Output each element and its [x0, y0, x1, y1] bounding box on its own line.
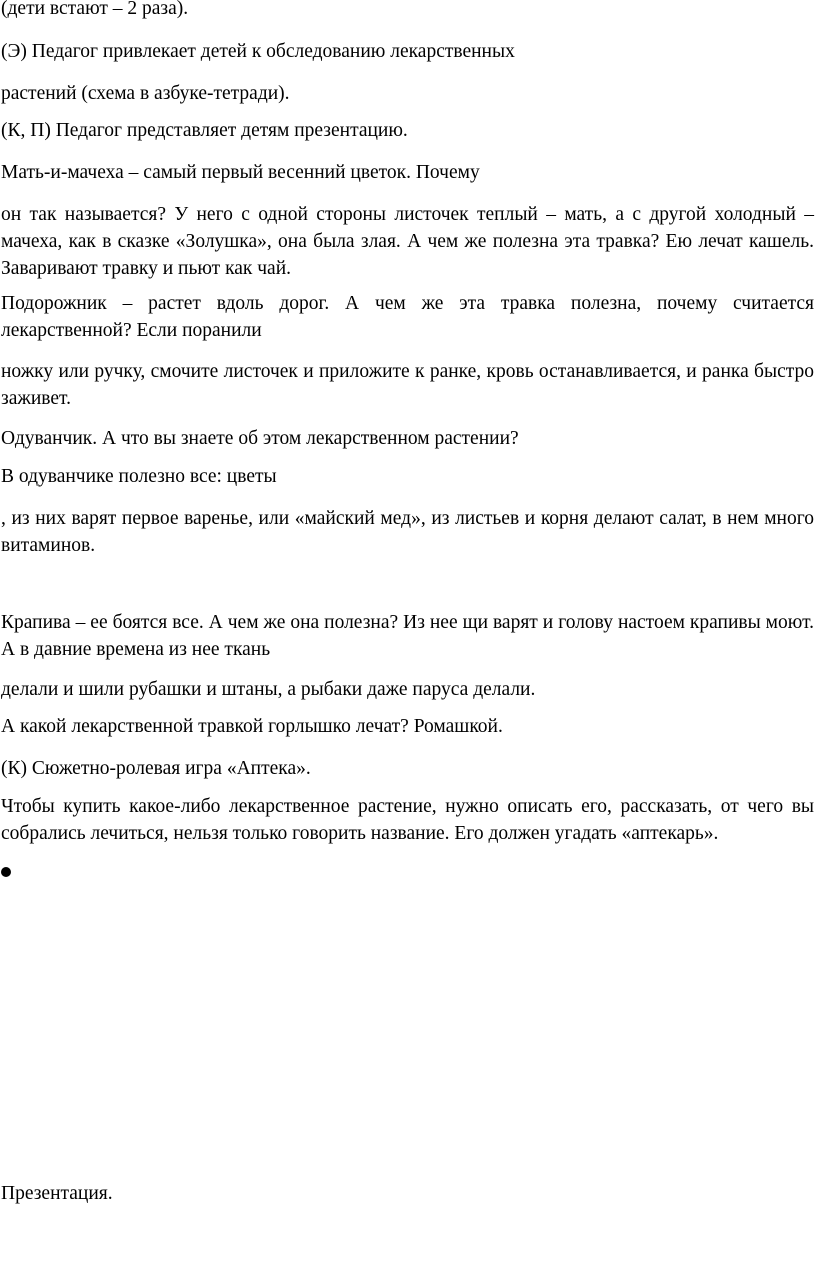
paragraph-dandelion-intro: Одуванчик. А что вы знаете об этом лекарственном растении? — [1, 428, 519, 449]
paragraph-chamomile: А какой лекарственной травкой горлышко лечат? Ромашкой. — [1, 716, 503, 737]
bullet-point — [1, 867, 11, 877]
paragraph-game-rules: Чтобы купить какое-либо лекарственное растение, нужно описать его, рассказать, от чего вы собрались лечиться, нельзя только говорить название. Его должен угадать «аптекарь». — [1, 796, 814, 844]
paragraph-coltsfoot-intro: Мать-и-мачеха – самый первый весенний цветок. Почему — [1, 162, 480, 183]
paragraph-plantain-intro: Подорожник – растет вдоль дорог. А чем же эта травка полезна, почему считается лекарственной? Если поранили — [1, 293, 814, 341]
paragraph-nettle-body: делали и шили рубашки и штаны, а рыбаки даже паруса делали. — [1, 679, 536, 700]
paragraph-pharmacy-game: (К) Сюжетно-ролевая игра «Аптека». — [1, 758, 311, 779]
paragraph-examination: (Э) Педагог привлекает детей к обследованию лекарственных — [1, 41, 515, 62]
paragraph-plantain-body: ножку или ручку, смочите листочек и приложите к ранке, кровь останавливается, и ранка быстро заживет. — [1, 361, 814, 409]
paragraph-dandelion-flowers: В одуванчике полезно все: цветы — [1, 466, 277, 487]
paragraph-presentation: (К, П) Педагог представляет детям презентацию. — [1, 120, 408, 141]
paragraph-kids-stand: (дети встают – 2 раза). — [1, 0, 189, 19]
paragraph-presentation-title: Презентация. — [1, 1183, 113, 1204]
paragraph-nettle-intro: Крапива – ее боятся все. А чем же она полезна? Из нее щи варят и голову настоем крапивы моют. А в давние времена из нее ткань — [1, 612, 814, 660]
paragraph-coltsfoot-body: он так называется? У него с одной стороны листочек теплый – мать, а с другой холодный – мачеха, как в сказке «Золушка», она была злая. А чем же полезна эта травка? Ею лечат кашель. Заваривают травку и пьют как чай. — [1, 204, 814, 279]
paragraph-scheme: растений (схема в азбуке-тетради). — [1, 83, 290, 104]
paragraph-dandelion-body: , из них варят первое варенье, или «майский мед», из листьев и корня делают салат, в нем много витаминов. — [1, 508, 814, 556]
